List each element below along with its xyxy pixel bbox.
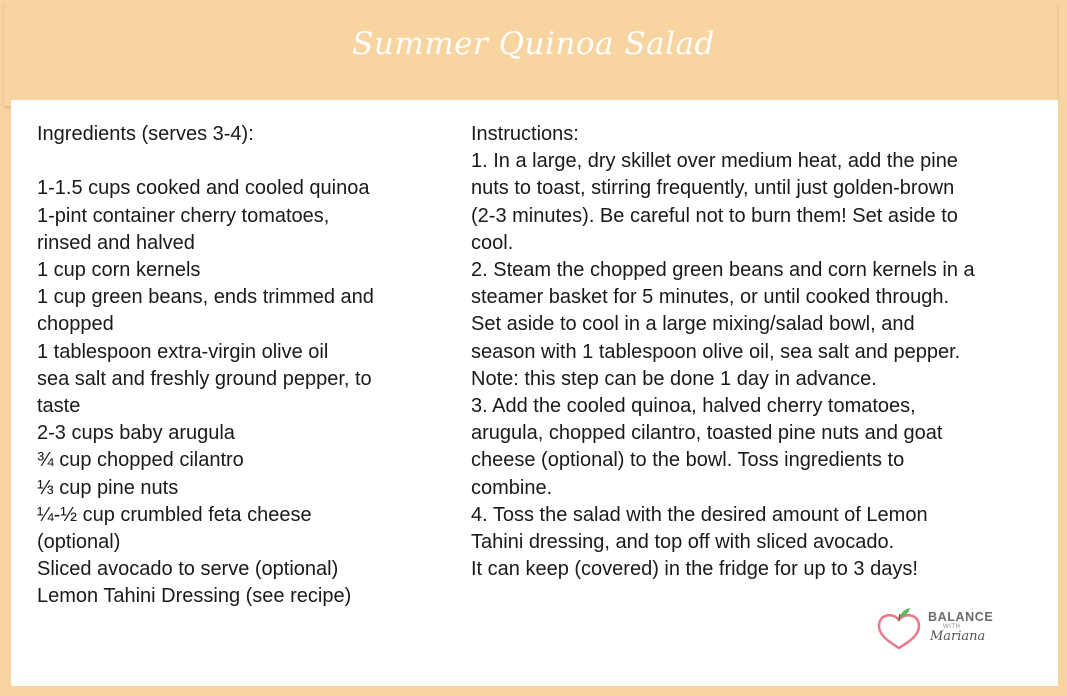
ingredient-line: rinsed and halved xyxy=(37,231,195,254)
ingredient-line: sea salt and freshly ground pepper, to xyxy=(37,367,372,390)
logo-text-balance: BALANCE xyxy=(928,610,994,624)
instruction-line: season with 1 tablespoon olive oil, sea salt and pepper. xyxy=(471,340,961,363)
brand-logo xyxy=(875,606,995,650)
ingredient-line: 2-3 cups baby arugula xyxy=(37,422,235,445)
instruction-line: steamer basket for 5 minutes, or until cooked through. xyxy=(471,286,950,309)
instructions-column xyxy=(471,121,1056,583)
ingredient-line: ¼-½ cup crumbled feta cheese xyxy=(37,503,312,526)
ingredient-line: 1 cup corn kernels xyxy=(37,259,201,281)
instruction-line: 3. Add the cooled quinoa, halved cherry tomatoes, xyxy=(471,395,916,418)
recipe-title: Summer Quinoa Salad xyxy=(352,26,715,62)
ingredient-line: Sliced avocado to serve (optional) xyxy=(37,558,339,581)
instruction-line: Tahini dressing, and top off with sliced avocado. xyxy=(471,531,895,554)
instruction-line: cheese (optional) to the bowl. Toss ingredients to xyxy=(471,449,905,472)
instruction-line: 4. Toss the salad with the desired amount of Lemon xyxy=(471,503,928,526)
instruction-line: Set aside to cool in a large mixing/salad bowl, and xyxy=(471,313,915,336)
ingredient-line: 1 tablespoon extra-virgin olive oil xyxy=(37,340,329,363)
instruction-line: 1. In a large, dry skillet over medium heat, add the pine xyxy=(471,150,958,173)
ingredient-line: chopped xyxy=(37,313,114,336)
ingredients-heading: Ingredients (serves 3-4): xyxy=(37,123,254,145)
ingredient-line: taste xyxy=(37,395,81,418)
logo-text-with: WITH xyxy=(943,624,961,630)
logo-text-mariana: Mariana xyxy=(930,629,986,644)
ingredient-line: (optional) xyxy=(37,531,121,554)
instruction-line: cool. xyxy=(471,231,514,254)
ingredient-line: ⅓ cup pine nuts xyxy=(37,476,179,499)
instruction-line: (2-3 minutes). Be careful not to burn them! Set aside to xyxy=(471,204,958,227)
ingredient-line: 1-pint container cherry tomatoes, xyxy=(37,204,330,227)
ingredient-line: ¾ cup chopped cilantro xyxy=(37,449,244,472)
instructions-heading: Instructions: xyxy=(471,123,579,145)
instruction-line: Note: this step can be done 1 day in advance. xyxy=(471,367,877,390)
instruction-line: 2. Steam the chopped green beans and corn kernels in a xyxy=(471,259,975,282)
instruction-line: nuts to toast, stirring frequently, until just golden-brown xyxy=(471,177,955,200)
instruction-line: arugula, chopped cilantro, toasted pine nuts and goat xyxy=(471,422,943,445)
ingredients-column xyxy=(37,121,447,611)
ingredient-line: 1-1.5 cups cooked and cooled quinoa xyxy=(37,177,370,200)
ingredient-line: Lemon Tahini Dressing (see recipe) xyxy=(37,585,352,608)
instruction-line: It can keep (covered) in the fridge for up to 3 days! xyxy=(471,558,918,581)
heart-apple-icon xyxy=(875,606,925,650)
spacer xyxy=(37,148,447,175)
ingredient-line: 1 cup green beans, ends trimmed and xyxy=(37,286,374,309)
instruction-line: combine. xyxy=(471,476,553,499)
